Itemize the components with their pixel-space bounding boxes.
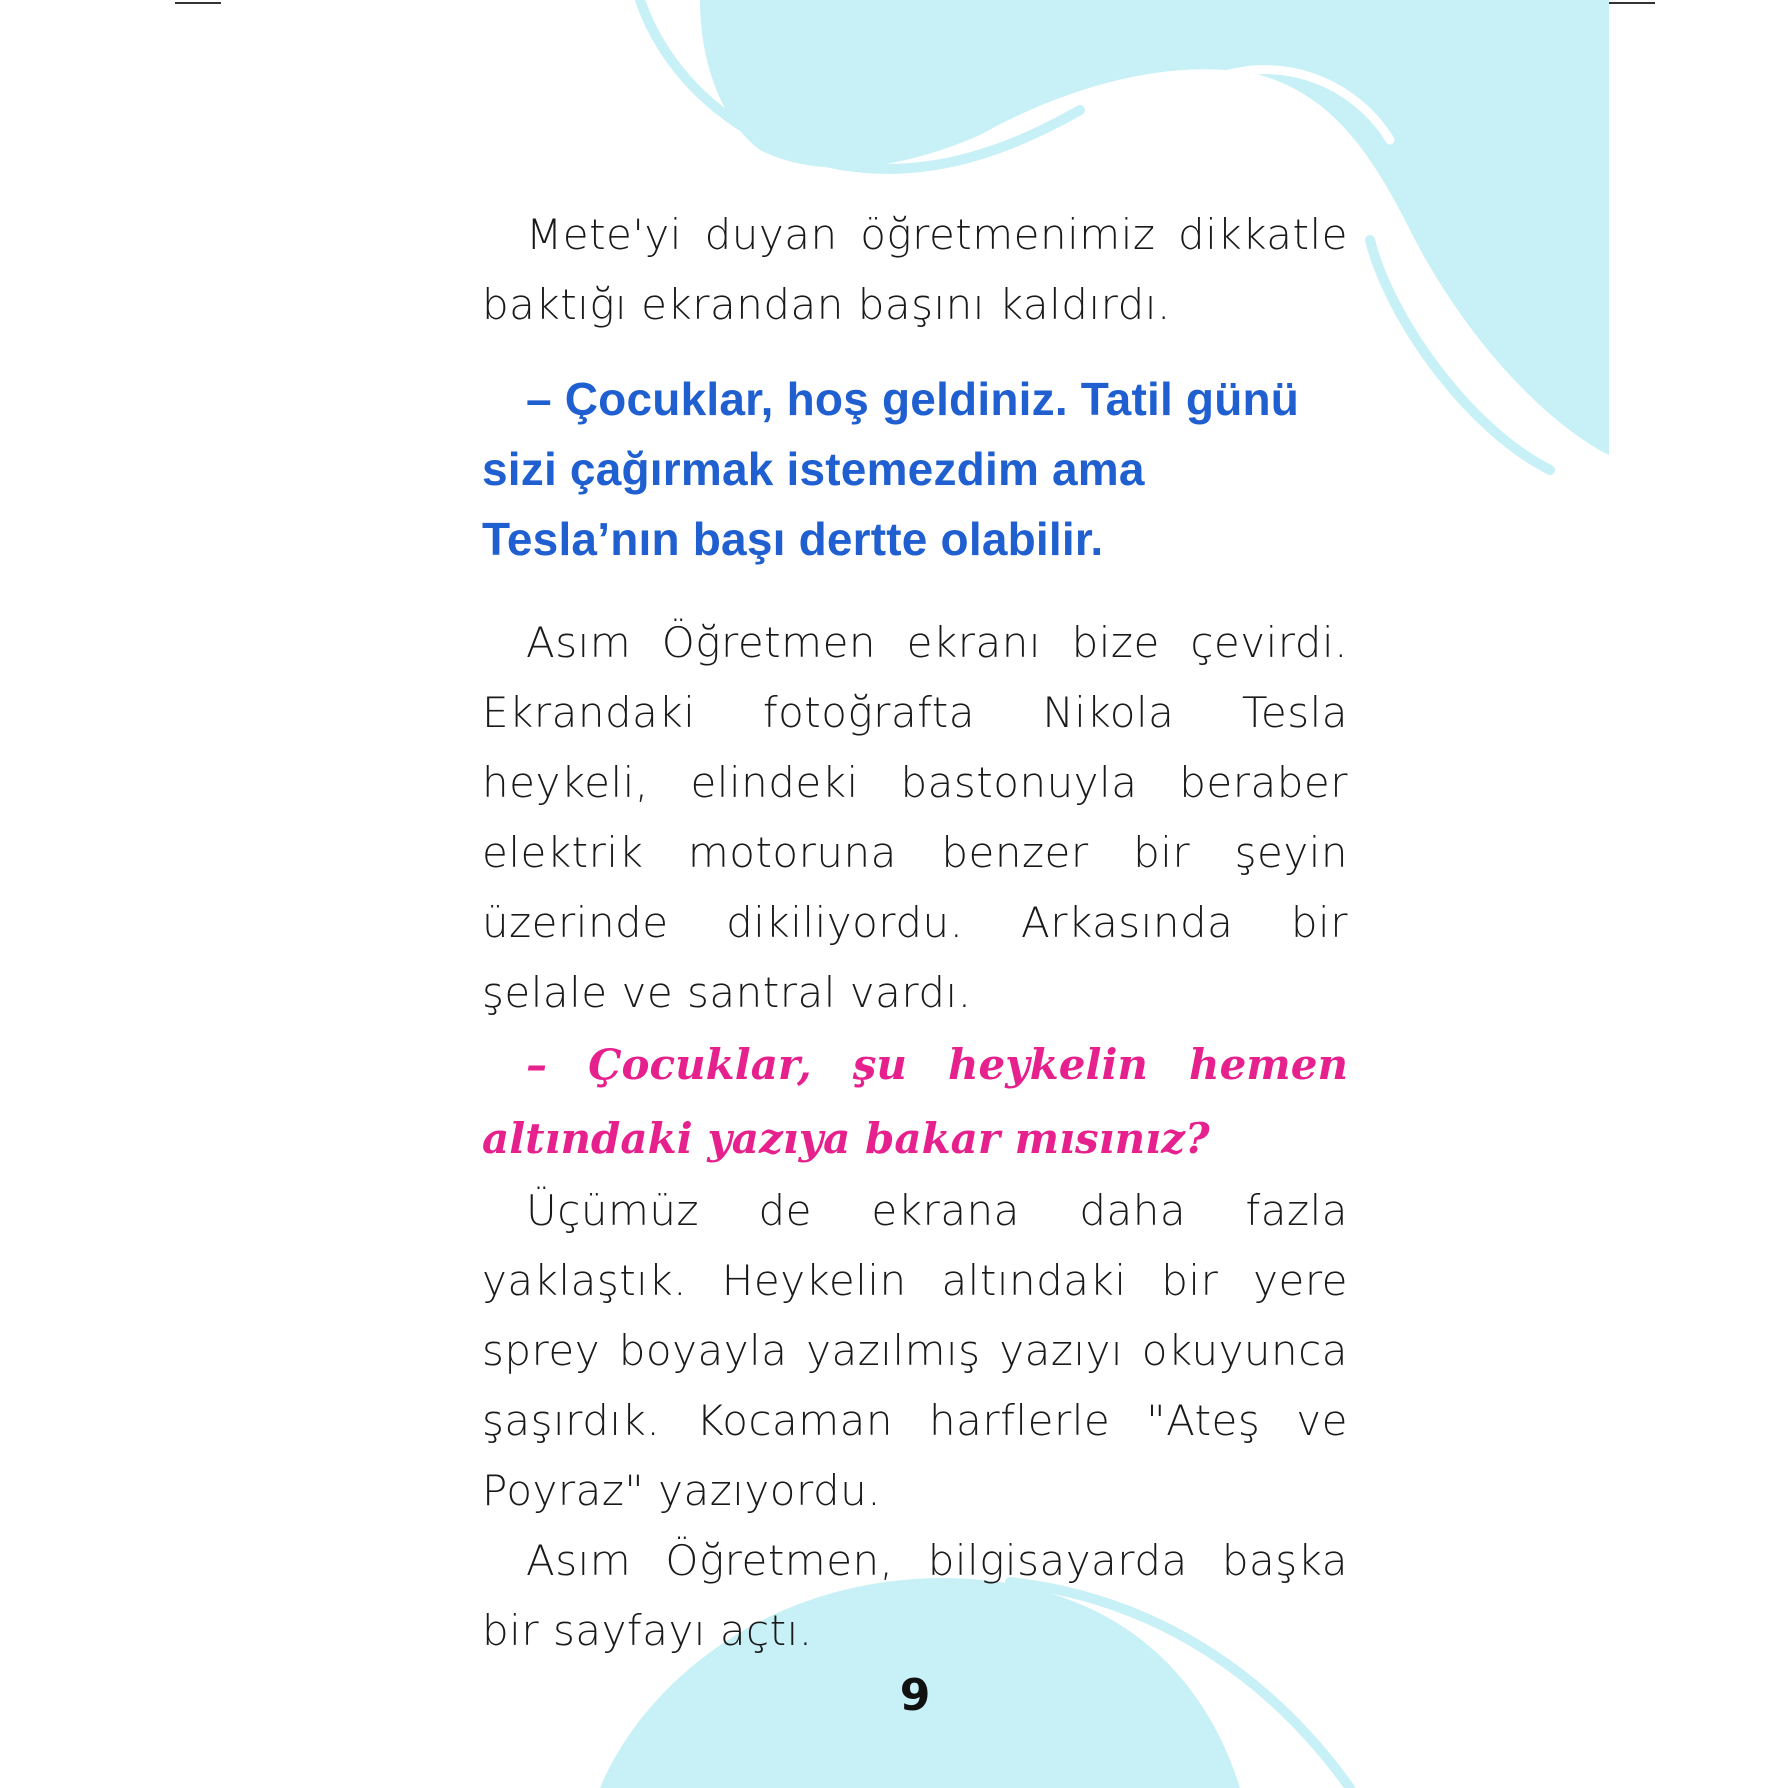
dialog-teacher-blue: – Çocuklar, hoş geldiniz. Tatil günü sizi çağırmak istemezdim ama Tesla’nın başı dertte olabilir. [482,373,1300,565]
story-text [482,200,1348,1666]
paragraph-1: Mete'yi duyan öğretmenimiz dikkatle baktığı ekrandan başını kaldırdı. [482,210,1348,329]
dialog-teacher-pink: – Çocuklar, şu heykelin hemen altındaki yazıya bakar mısınız? [482,1040,1348,1163]
page-number: 9 [899,1670,931,1721]
paragraph-4: Asım Öğretmen, bilgisayarda başka bir sayfayı açtı. [482,1536,1348,1655]
paragraph-3: Üçümüz de ekrana daha fazla yaklaştık. Heykelin altındaki bir yere sprey boyayla yazılmış yazıyı okuyunca şaşırdık. Kocaman harflerle "Ateş ve Poyraz" yazıyordu. [482,1186,1348,1515]
crop-mark-right [1609,2,1655,4]
paragraph-2: Asım Öğretmen ekranı bize çevirdi. Ekrandaki fotoğrafta Nikola Tesla heykeli, elindeki bastonuyla beraber elektrik motoruna benzer bir şeyin üzerinde dikiliyordu. Arkasında bir şelale ve santral vardı. [482,618,1348,1017]
crop-mark-left [175,2,221,4]
